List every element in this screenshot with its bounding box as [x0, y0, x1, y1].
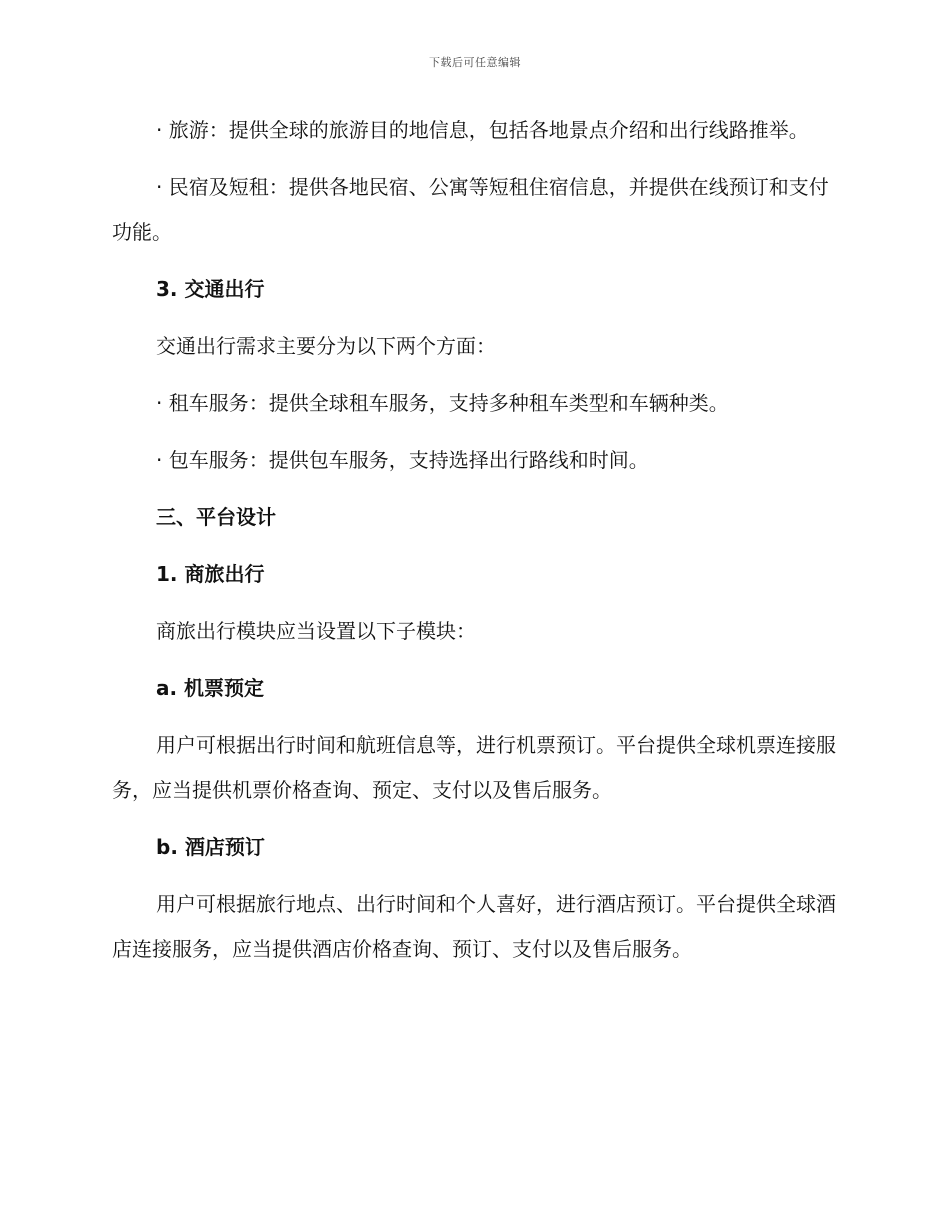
paragraph-business-intro: 商旅出行模块应当设置以下子模块： — [156, 619, 476, 643]
paragraph-car-rental: · 租车服务：提供全球租车服务，支持多种租车类型和车辆种类。 — [156, 391, 729, 415]
heading-business-travel: 1. 商旅出行 — [156, 562, 265, 586]
page-header: 下载后可任意编辑 — [429, 56, 521, 69]
heading-flight-booking: a. 机票预定 — [156, 676, 265, 700]
heading-hotel-booking: b. 酒店预订 — [156, 835, 265, 859]
document-body — [112, 108, 836, 984]
paragraph-homestay: · 民宿及短租：提供各地民宿、公寓等短租住宿信息，并提供在线预订和支付功能。 — [112, 175, 829, 244]
paragraph-transport-intro: 交通出行需求主要分为以下两个方面： — [156, 334, 496, 358]
paragraph-hotel-booking: 用户可根据旅行地点、出行时间和个人喜好，进行酒店预订。平台提供全球酒店连接服务，应当提供酒店价格查询、预订、支付以及售后服务。 — [112, 892, 836, 961]
paragraph-flight-booking: 用户可根据出行时间和航班信息等，进行机票预订。平台提供全球机票连接服务，应当提供机票价格查询、预定、支付以及售后服务。 — [112, 733, 836, 802]
paragraph-charter: · 包车服务：提供包车服务，支持选择出行路线和时间。 — [156, 448, 649, 472]
heading-transportation: 3. 交通出行 — [156, 277, 265, 301]
heading-platform-design: 三、平台设计 — [156, 505, 276, 529]
paragraph-travel: · 旅游：提供全球的旅游目的地信息，包括各地景点介绍和出行线路推举。 — [156, 118, 809, 142]
